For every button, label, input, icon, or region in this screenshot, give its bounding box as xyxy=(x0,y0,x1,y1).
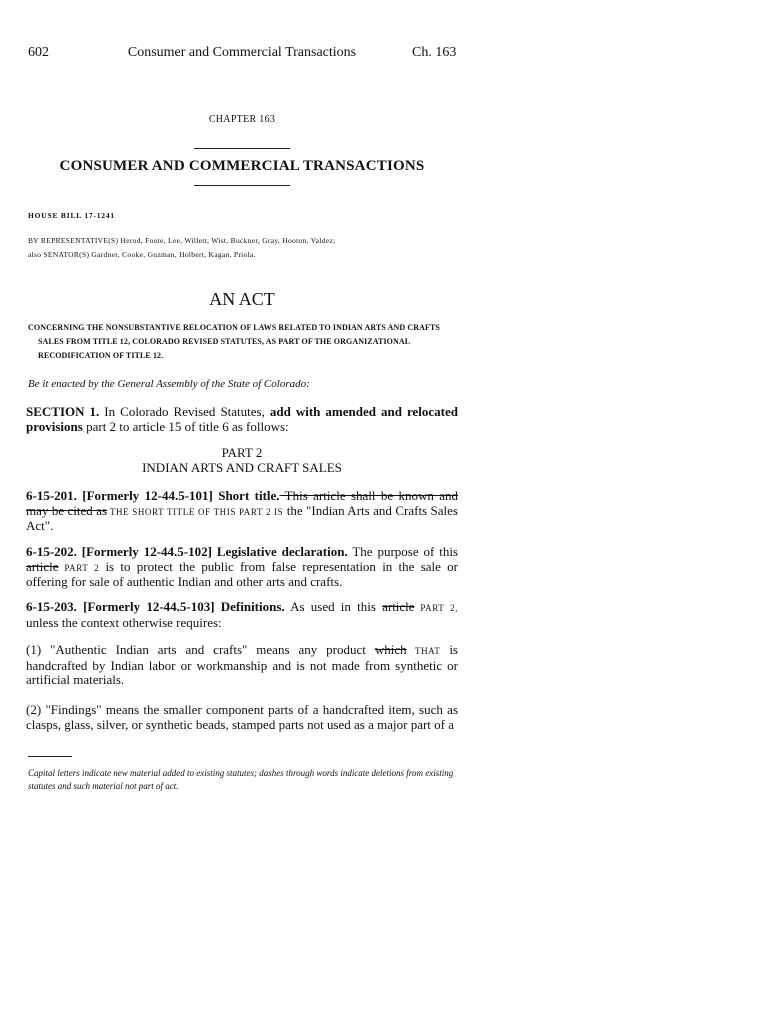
part-heading xyxy=(26,446,458,475)
concerning-line-3: RECODIFICATION OF TITLE 12. xyxy=(38,351,164,360)
section-1 xyxy=(26,405,458,434)
deleted-text: which xyxy=(374,642,407,657)
enacting-clause: Be it enacted by the General Assembly of the State of Colorado: xyxy=(28,378,310,390)
section-6-15-202 xyxy=(26,545,458,590)
concerning-line-1: CONCERNING THE NONSUBSTANTIVE RELOCATION OF LAWS RELATED TO INDIAN ARTS AND CRAFTS xyxy=(28,323,440,332)
subsection-2: (2) "Findings" means the smaller component parts of a handcrafted item, such as clasps, glass, silver, or synthetic beads, stamped parts not used as a major part of a xyxy=(26,702,458,732)
section-1-text: In Colorado Revised Statutes, xyxy=(99,404,270,419)
subsection-1 xyxy=(26,643,458,688)
title-rule-top xyxy=(194,148,290,149)
chapter-reference: Ch. 163 xyxy=(412,45,457,60)
deleted-text: article xyxy=(382,599,415,614)
footnote: Capital letters indicate new material added to existing statutes; dashes through words indicate deletions from existing statutes and such material not part of act. xyxy=(28,768,454,791)
part-title: INDIAN ARTS AND CRAFT SALES xyxy=(142,459,342,475)
concerning-line-2: SALES FROM TITLE 12, COLORADO REVISED STATUTES, AS PART OF THE ORGANIZATIONAL xyxy=(38,337,411,346)
section-text-end: unless the context otherwise requires: xyxy=(26,614,222,630)
section-6-15-201 xyxy=(26,489,458,534)
page-number: 602 xyxy=(28,45,49,60)
added-text: PART 2 xyxy=(58,562,100,573)
main-title: CONSUMER AND COMMERCIAL TRANSACTIONS xyxy=(59,158,425,174)
section-heading: 6-15-202. [Formerly 12-44.5-102] Legislative declaration. xyxy=(26,544,348,559)
section-text: The purpose of this xyxy=(347,544,458,559)
part-number: PART 2 xyxy=(221,445,263,460)
deleted-text: This article shall be known and may be cited as xyxy=(26,488,458,518)
sponsors-representatives: BY REPRESENTATIVE(S) Herod, Foote, Lee, Willett, Wist, Buckner, Gray, Hooton, Valdez; xyxy=(28,236,336,245)
section-heading: 6-15-203. [Formerly 12-44.5-103] Definitions. xyxy=(26,599,285,614)
section-1-text-end: part 2 to article 15 of title 6 as follows: xyxy=(82,418,289,434)
section-text: As used in this xyxy=(284,599,383,614)
subsection-text-end: is handcrafted by Indian labor or workmanship and is not made from synthetic or artificial materials. xyxy=(26,642,458,687)
chapter-label: CHAPTER 163 xyxy=(208,114,276,125)
section-text: the "Indian Arts and Crafts Sales Act". xyxy=(26,502,458,533)
section-1-bold: add with amended and relocated provisions xyxy=(26,404,458,434)
title-rule-bottom xyxy=(194,185,290,186)
concerning-clause xyxy=(28,321,458,363)
subsection-text: (1) "Authentic Indian arts and crafts" means any product xyxy=(26,642,375,657)
added-text: THE SHORT TITLE OF THIS PART 2 IS xyxy=(107,506,284,517)
deleted-text: article xyxy=(26,558,59,574)
added-text: THAT xyxy=(406,646,441,656)
section-text-end: is to protect the public from false representation in the sale or offering for sale of authentic Indian and other arts and crafts. xyxy=(26,558,458,589)
added-text: PART 2, xyxy=(414,603,458,613)
act-heading: AN ACT xyxy=(209,289,275,309)
bill-number: HOUSE BILL 17-1241 xyxy=(28,211,115,220)
sponsors-senators: also SENATOR(S) Gardner, Cooke, Guzman, Holbert, Kagan, Priola. xyxy=(28,250,256,259)
footnote-rule xyxy=(28,756,72,757)
section-heading: 6-15-201. [Formerly 12-44.5-101] Short title. xyxy=(26,488,280,503)
section-6-15-203 xyxy=(26,600,458,630)
running-title: Consumer and Commercial Transactions xyxy=(127,45,357,60)
section-1-label: SECTION 1. xyxy=(26,404,100,419)
